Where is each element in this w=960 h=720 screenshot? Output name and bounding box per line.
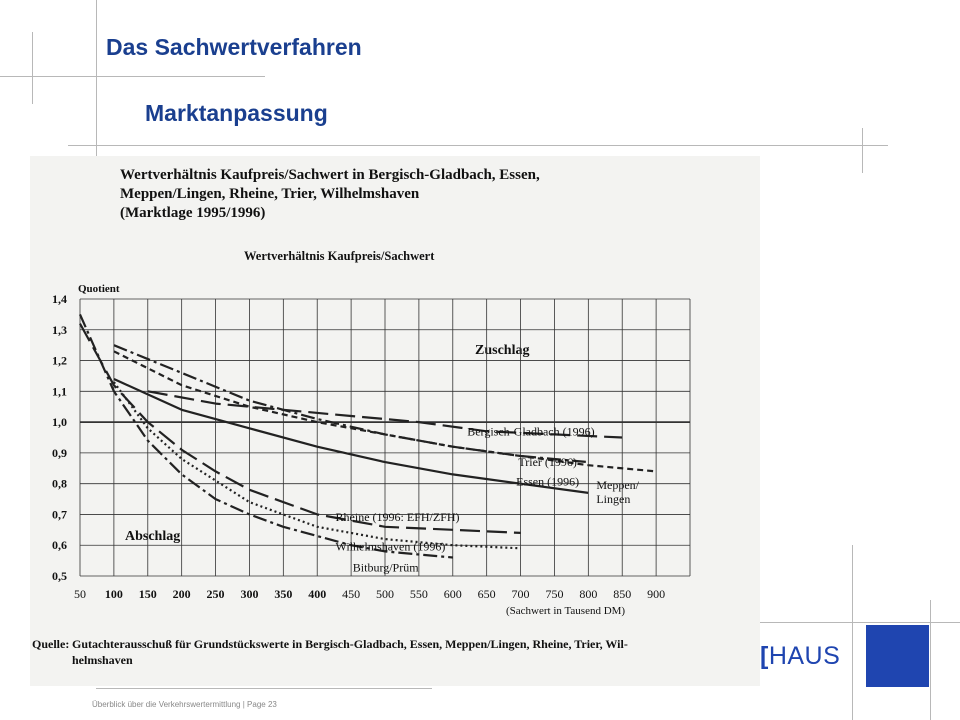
frame-line xyxy=(68,145,888,146)
x-tick-label: 450 xyxy=(342,587,361,601)
y-axis-ticks xyxy=(52,292,67,583)
series-label: Bergisch-Gladbach (1996) xyxy=(467,424,595,439)
series-label: Essen (1996) xyxy=(516,474,580,489)
x-tick-label: 650 xyxy=(477,587,496,601)
series-label: Trier (1996) xyxy=(518,455,577,470)
x-tick-label: 600 xyxy=(443,587,462,601)
x-tick-label: 500 xyxy=(376,587,394,601)
x-tick-label: 800 xyxy=(579,587,598,601)
x-axis-label: (Sachwert in Tausend DM) xyxy=(506,605,626,617)
y-tick-label: 0,9 xyxy=(52,445,67,460)
source-text-line: helmshaven xyxy=(72,653,133,667)
y-tick-label: 1,1 xyxy=(52,384,67,399)
logo-text: HAUS xyxy=(768,642,841,670)
figure-heading-line: Meppen/Lingen, Rheine, Trier, Wilhelmshaven xyxy=(120,186,420,202)
x-tick-label: 700 xyxy=(511,587,530,601)
series-label: Meppen/ Lingen xyxy=(596,477,639,506)
x-tick-label: 150 xyxy=(138,587,157,601)
frame-line xyxy=(862,128,863,173)
chart-figure xyxy=(30,156,760,686)
region-label-abschlag: Abschlag xyxy=(125,529,181,544)
x-tick-label: 50 xyxy=(74,587,86,601)
x-tick-label: 400 xyxy=(308,587,327,601)
x-tick-label: 750 xyxy=(545,587,564,601)
x-tick-label: 250 xyxy=(206,587,225,601)
frame-line xyxy=(96,688,432,689)
x-tick-label: 900 xyxy=(647,587,666,601)
x-tick-label: 200 xyxy=(172,587,191,601)
frame-line xyxy=(930,600,931,720)
figure-heading-line: (Marktlage 1995/1996) xyxy=(120,205,266,221)
y-tick-label: 1,3 xyxy=(52,322,67,337)
footer-text: Überblick über die Verkehrswertermittlung | Page 23 xyxy=(92,700,277,709)
x-tick-label: 550 xyxy=(409,587,428,601)
y-tick-label: 0,6 xyxy=(52,538,67,553)
y-tick-label: 1,2 xyxy=(52,353,67,368)
logo-bracket-icon: [ xyxy=(760,642,769,670)
frame-line xyxy=(96,0,97,160)
y-axis-label: Quotient xyxy=(78,283,120,295)
frame-line xyxy=(852,545,853,720)
source-label: Quelle: xyxy=(32,637,70,651)
y-tick-label: 1,0 xyxy=(52,415,67,430)
series-labels xyxy=(336,425,640,575)
series-label: Bitburg/Prüm xyxy=(352,560,419,575)
frame-line xyxy=(32,32,33,104)
region-label-zuschlag: Zuschlag xyxy=(475,343,530,358)
frame-line xyxy=(0,76,265,77)
source-text-line: Gutachterausschuß für Grundstückswerte in Bergisch-Gladbach, Essen, Meppen/Lingen, Rheine, Trier, Wil- xyxy=(72,637,628,651)
x-tick-label: 300 xyxy=(240,587,259,601)
chart-title: Wertverhältnis Kaufpreis/Sachwert xyxy=(244,249,435,263)
page-title: Das Sachwertverfahren xyxy=(106,34,362,60)
x-tick-label: 350 xyxy=(274,587,293,601)
y-tick-label: 0,8 xyxy=(52,476,67,491)
haus-logo xyxy=(760,642,840,671)
page-subtitle: Marktanpassung xyxy=(145,100,328,126)
series-label: Rheine (1996: EFH/ZFH) xyxy=(335,509,460,524)
x-axis-ticks xyxy=(74,587,665,601)
frame-line xyxy=(750,622,960,623)
y-tick-label: 1,4 xyxy=(52,292,67,306)
x-tick-label: 850 xyxy=(613,587,632,601)
series-line xyxy=(80,324,521,533)
x-tick-label: 100 xyxy=(104,587,123,601)
y-tick-label: 0,5 xyxy=(52,569,67,583)
y-tick-label: 0,7 xyxy=(52,507,67,522)
logo-square xyxy=(866,625,929,687)
series-label: Wilhelmshaven (1996) xyxy=(335,539,446,554)
figure-heading-line: Wertverhältnis Kaufpreis/Sachwert in Bergisch-Gladbach, Essen, xyxy=(120,167,540,183)
